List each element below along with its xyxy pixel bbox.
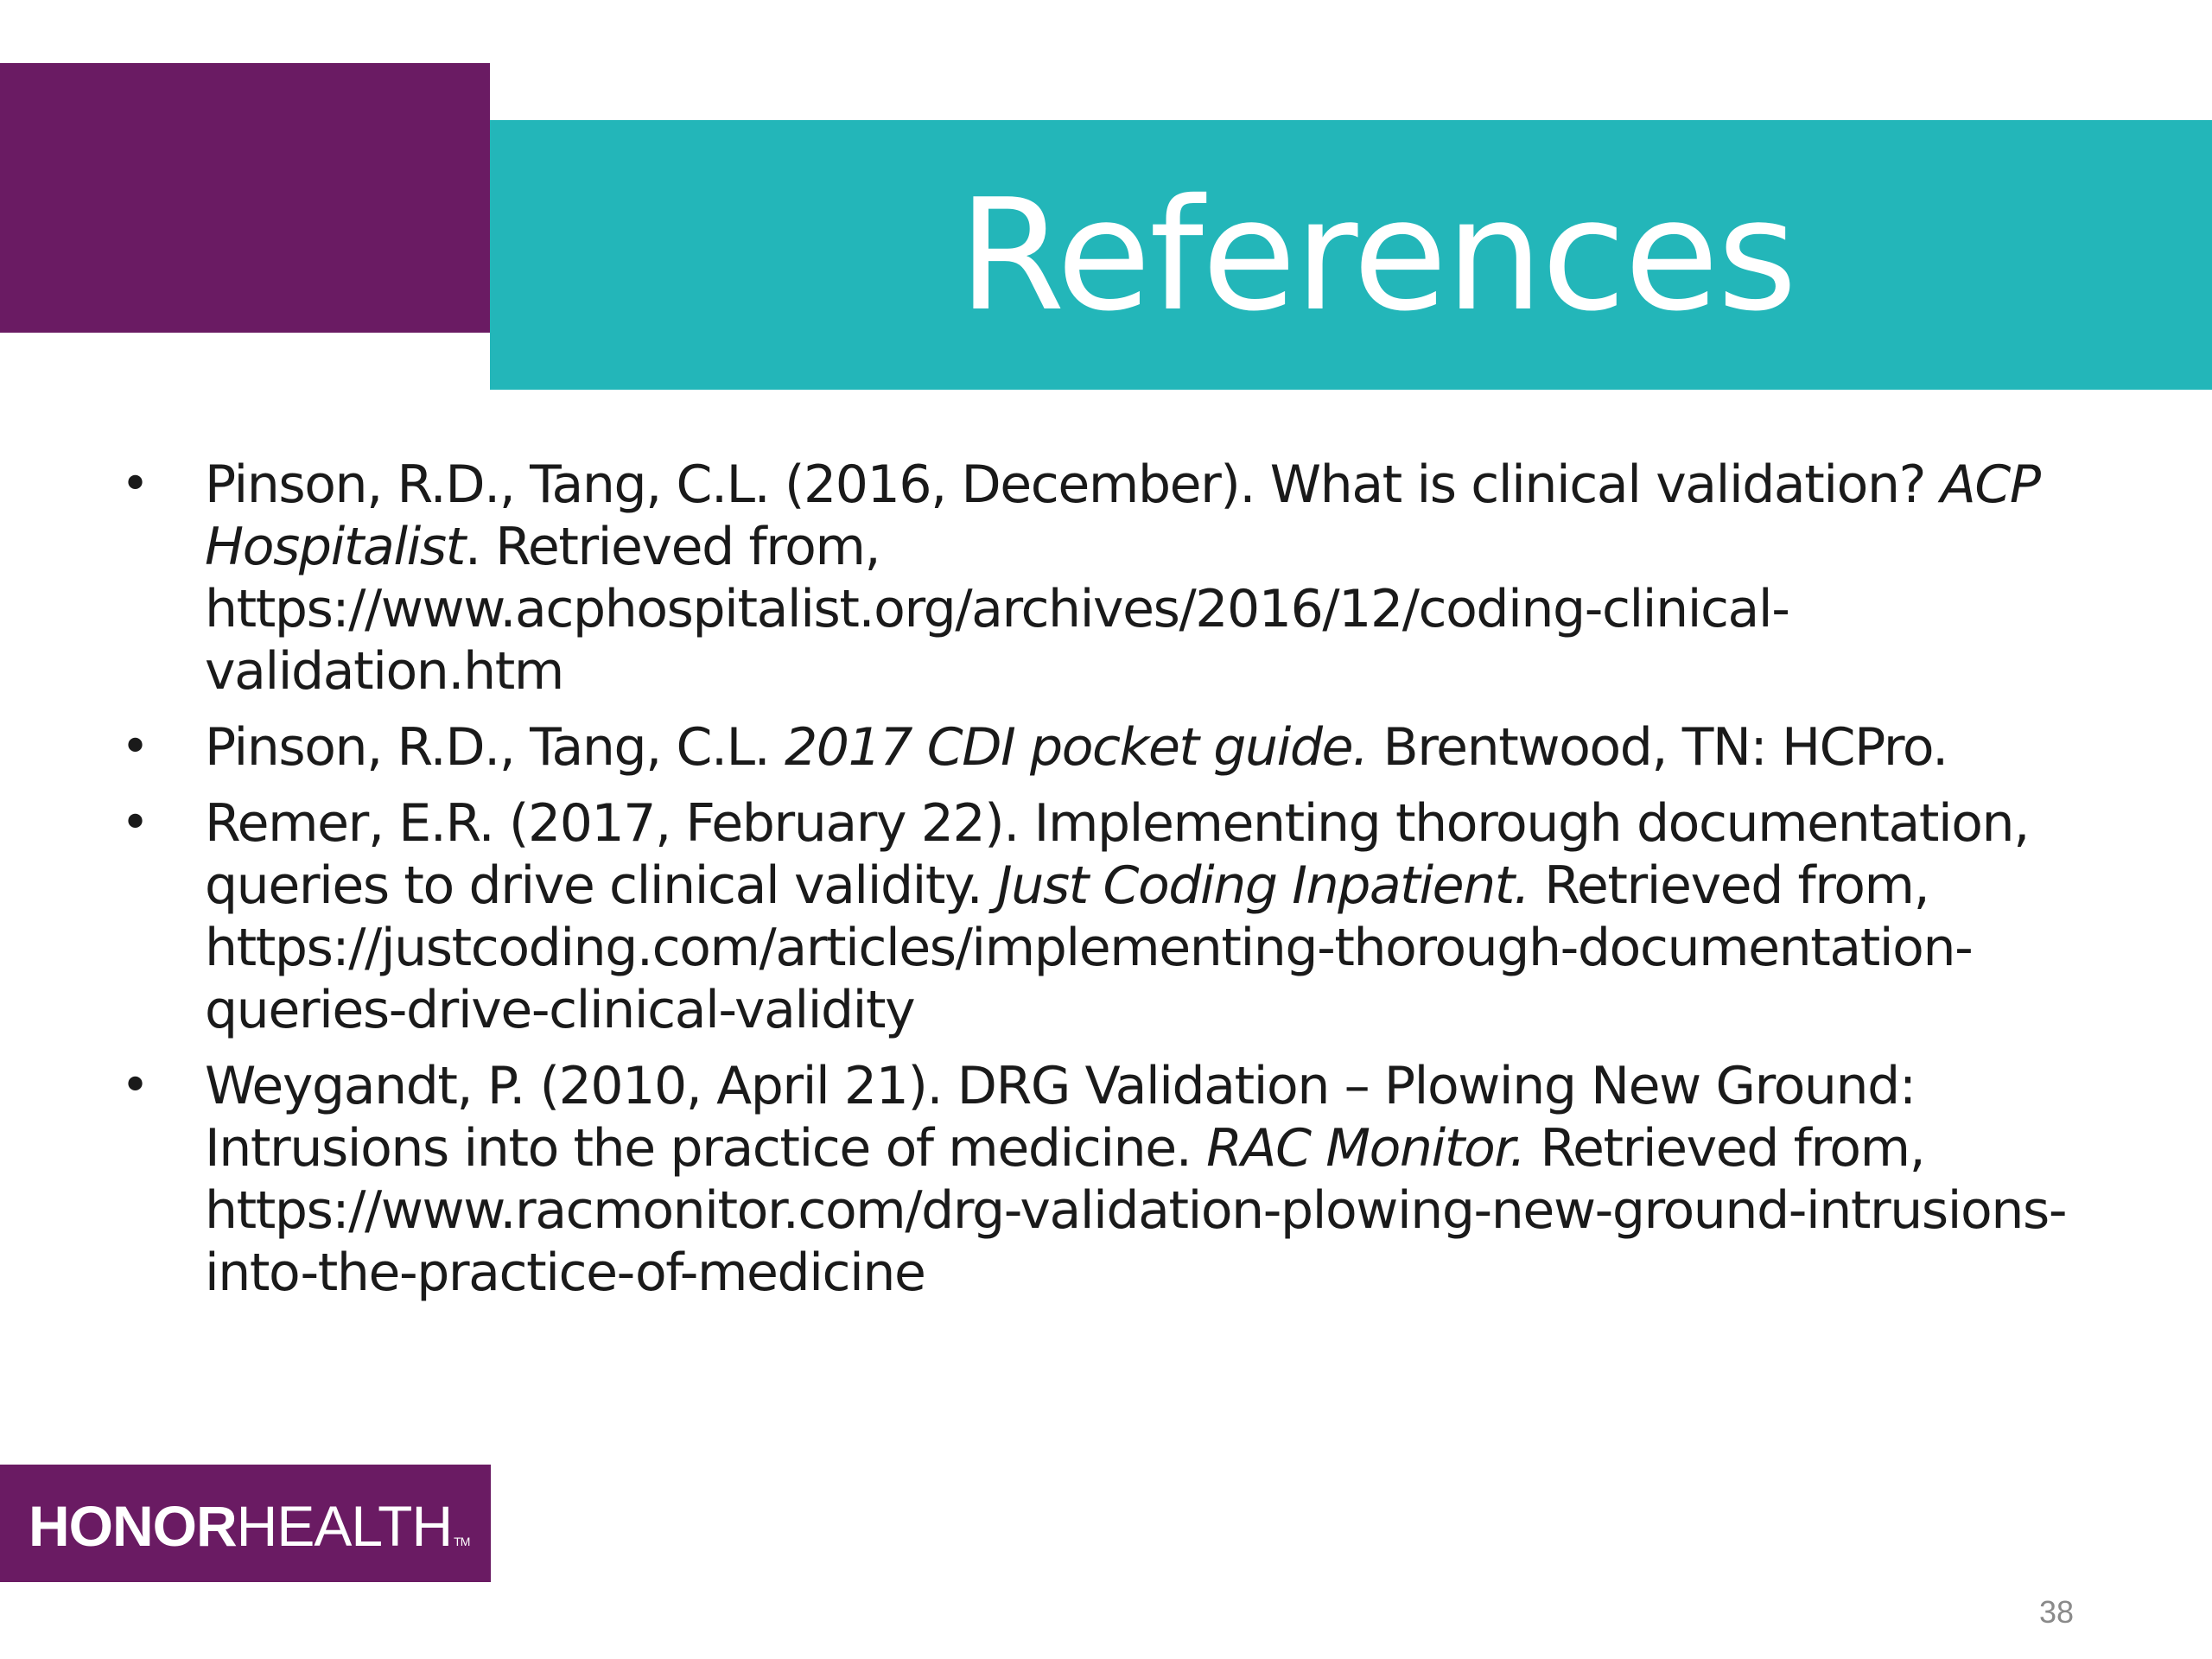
reference-source-title: RAC Monitor. [1206, 1118, 1525, 1179]
logo-trademark: TM [454, 1535, 470, 1548]
logo-honor: HONOR [29, 1494, 237, 1558]
logo-wordmark [29, 1494, 470, 1570]
reference-text: Retrieved from, https://www.racmonitor.com/drg-validation-plowing-new-ground-intrusions-into-the-practice-of-medicine [205, 1118, 2067, 1303]
reference-text: Weygandt, P. (2010, April 21). DRG Validation – Plowing New Ground: Intrusions into the practice of medicine. [205, 1056, 1916, 1179]
bullet-icon: • [121, 1058, 149, 1114]
reference-text: Remer, E.R. (2017, February 22). Implementing thorough documentation, queries to drive clinical validity. [205, 793, 2029, 916]
bullet-icon: • [121, 719, 149, 775]
reference-source-title: 2017 CDI pocket guide. [785, 717, 1368, 778]
reference-source-title: ACP Hospitalist [205, 454, 2040, 577]
list-item [112, 454, 2100, 702]
reference-text: Brentwood, TN: HCPro. [1367, 717, 1948, 778]
slide-title: References [957, 165, 1796, 345]
bullet-icon: • [121, 456, 149, 512]
reference-text: . Retrieved from, https://www.acphospitalist.org/archives/2016/12/coding-clinical-validation.htm [205, 517, 1789, 702]
reference-text: Retrieved from, https://justcoding.com/articles/implementing-thorough-documentation-queries-drive-clinical-validity [205, 855, 1973, 1040]
list-item [112, 1055, 2100, 1304]
bullet-icon: • [121, 795, 149, 851]
reference-source-title: Just Coding Inpatient. [996, 855, 1529, 916]
honorhealth-logo [0, 1465, 491, 1582]
references-list [112, 454, 2100, 1318]
page-number: 38 [2039, 1594, 2075, 1630]
logo-health: HEALTH [236, 1494, 453, 1558]
purple-accent-bar [0, 63, 490, 333]
reference-text: Pinson, R.D., Tang, C.L. [205, 717, 785, 778]
list-item [112, 716, 2100, 779]
list-item [112, 792, 2100, 1041]
reference-text: Pinson, R.D., Tang, C.L. (2016, December). What is clinical validation? [205, 454, 1941, 515]
